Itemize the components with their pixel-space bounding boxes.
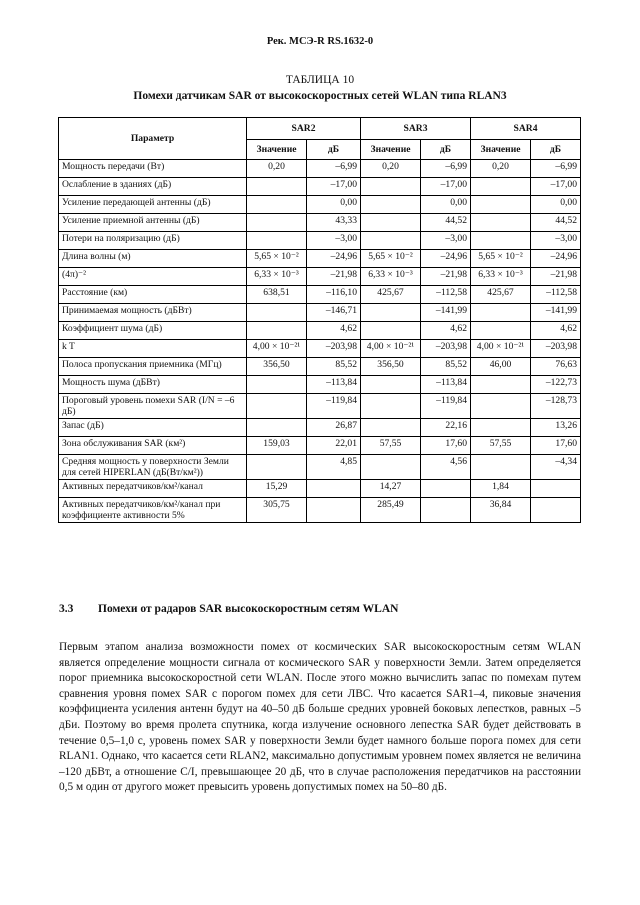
value-cell: 305,75	[247, 498, 307, 523]
db-cell: 85,52	[307, 358, 361, 376]
value-cell	[361, 232, 421, 250]
db-cell: –3,00	[421, 232, 471, 250]
value-cell: 6,33 × 10⁻³	[471, 268, 531, 286]
value-cell: 6,33 × 10⁻³	[247, 268, 307, 286]
param-cell: Принимаемая мощность (дБВт)	[59, 304, 247, 322]
db-cell: –203,98	[531, 340, 581, 358]
db-cell: –122,73	[531, 376, 581, 394]
page-header: Рек. МСЭ-R RS.1632-0	[266, 36, 374, 47]
table-row	[59, 480, 581, 498]
value-cell	[361, 304, 421, 322]
value-cell: 638,51	[247, 286, 307, 304]
table-row	[59, 160, 581, 178]
db-cell: 4,62	[307, 322, 361, 340]
db-cell: –119,84	[421, 394, 471, 419]
section-title: Помехи от радаров SAR высокоскоростным сетям WLAN	[98, 603, 399, 615]
db-cell: –24,96	[307, 250, 361, 268]
db-cell: –128,73	[531, 394, 581, 419]
body-paragraph: Первым этапом анализа возможности помех от космических SAR высокоскоростным сетям WLAN является определение мощности сигнала от космического SAR у поверхности Земли. Затем определяется порог приемника высокоскоростной сети WLAN. После этого можно вычислить запас по помехам путем сравнения уровня помех SAR с порогом помех для сети ЛВС. Что касается SAR1–4, пиковые значения коэффициента усиления антенн будут на 40–50 дБ больше средних уровней боковых лепестков, равных –5 дБи. Поэтому во время пролета спутника, когда излучение основного лепестка SAR будет действовать в течение 0,5–1,0 с, уровень помех SAR у поверхности Земли будет намного больше порога помех для сети RLAN1. Однако, что касается сети RLAN2, максимально допустимым уровнем помех является не величина –120 дБВт, а отношение C/I, превышающее 20 дБ, что в случае расположения передатчиков на расстоянии 0,5 м один от другого может превысить уровень допустимых помех на 50–80 дБ.	[59, 641, 581, 794]
value-cell: 425,67	[471, 286, 531, 304]
db-cell	[531, 498, 581, 523]
subheader-db: дБ	[421, 140, 471, 160]
table-row	[59, 419, 581, 437]
section-number: 3.3	[59, 603, 74, 615]
db-cell: –203,98	[307, 340, 361, 358]
db-cell: 0,00	[531, 196, 581, 214]
table-row	[59, 498, 581, 523]
db-cell: –146,71	[307, 304, 361, 322]
param-cell: Расстояние (км)	[59, 286, 247, 304]
db-cell	[307, 498, 361, 523]
param-cell: Средняя мощность у поверхности Земли для сетей HIPERLAN (дБ(Вт/км²))	[59, 455, 247, 480]
param-cell: Запас (дБ)	[59, 419, 247, 437]
value-cell	[247, 322, 307, 340]
value-cell: 5,65 × 10⁻²	[247, 250, 307, 268]
value-cell: 4,00 × 10⁻²¹	[361, 340, 421, 358]
value-cell: 5,65 × 10⁻²	[471, 250, 531, 268]
db-cell: 4,62	[421, 322, 471, 340]
db-cell: –113,84	[307, 376, 361, 394]
db-cell: –17,00	[531, 178, 581, 196]
value-cell	[247, 394, 307, 419]
db-cell: 43,33	[307, 214, 361, 232]
value-cell: 1,84	[471, 480, 531, 498]
table-row	[59, 250, 581, 268]
value-cell: 36,84	[471, 498, 531, 523]
value-cell: 15,29	[247, 480, 307, 498]
table-row	[59, 196, 581, 214]
db-cell: –141,99	[531, 304, 581, 322]
db-cell	[531, 480, 581, 498]
group-header-sar4: SAR4	[471, 118, 581, 140]
db-cell: 44,52	[421, 214, 471, 232]
value-cell: 0,20	[247, 160, 307, 178]
value-cell: 425,67	[361, 286, 421, 304]
value-cell: 159,03	[247, 437, 307, 455]
value-cell	[471, 322, 531, 340]
db-cell: –4,34	[531, 455, 581, 480]
table-row	[59, 232, 581, 250]
table-row	[59, 376, 581, 394]
db-cell: 4,56	[421, 455, 471, 480]
db-cell: –17,00	[421, 178, 471, 196]
value-cell: 57,55	[471, 437, 531, 455]
table-row	[59, 214, 581, 232]
value-cell: 14,27	[361, 480, 421, 498]
value-cell	[247, 232, 307, 250]
group-header-sar2: SAR2	[247, 118, 361, 140]
db-cell: –6,99	[531, 160, 581, 178]
table-row	[59, 340, 581, 358]
param-cell: Усиление приемной антенны (дБ)	[59, 214, 247, 232]
interference-table	[58, 117, 581, 523]
param-header: Параметр	[59, 118, 247, 160]
db-cell: 44,52	[531, 214, 581, 232]
value-cell	[247, 419, 307, 437]
value-cell	[247, 455, 307, 480]
db-cell: 0,00	[421, 196, 471, 214]
table-row	[59, 437, 581, 455]
value-cell	[471, 394, 531, 419]
value-cell	[247, 304, 307, 322]
table-row	[59, 322, 581, 340]
table-number: ТАБЛИЦА 10	[285, 74, 355, 86]
db-cell: 4,62	[531, 322, 581, 340]
table-title: Помехи датчикам SAR от высокоскоростных сетей WLAN типа RLAN3	[133, 90, 507, 102]
table-row	[59, 268, 581, 286]
db-cell: 22,01	[307, 437, 361, 455]
db-cell: 4,85	[307, 455, 361, 480]
db-cell: –17,00	[307, 178, 361, 196]
value-cell	[361, 178, 421, 196]
table-body	[59, 160, 581, 523]
db-cell	[307, 480, 361, 498]
value-cell	[471, 214, 531, 232]
value-cell: 356,50	[361, 358, 421, 376]
value-cell	[361, 376, 421, 394]
value-cell	[471, 304, 531, 322]
value-cell: 0,20	[361, 160, 421, 178]
table-row	[59, 394, 581, 419]
db-cell: –3,00	[307, 232, 361, 250]
table-row	[59, 178, 581, 196]
subheader-value: Значение	[471, 140, 531, 160]
db-cell	[421, 498, 471, 523]
param-cell: Пороговый уровень помехи SAR (I/N = –6 дБ)	[59, 394, 247, 419]
param-cell: Полоса пропускания приемника (МГц)	[59, 358, 247, 376]
value-cell	[247, 376, 307, 394]
db-cell: –21,98	[307, 268, 361, 286]
value-cell: 285,49	[361, 498, 421, 523]
db-cell: –119,84	[307, 394, 361, 419]
value-cell: 6,33 × 10⁻³	[361, 268, 421, 286]
value-cell	[471, 376, 531, 394]
value-cell	[471, 196, 531, 214]
param-cell: Потери на поляризацию (дБ)	[59, 232, 247, 250]
db-cell: 17,60	[531, 437, 581, 455]
subheader-value: Значение	[247, 140, 307, 160]
subheader-value: Значение	[361, 140, 421, 160]
db-cell: –141,99	[421, 304, 471, 322]
table-row	[59, 358, 581, 376]
param-cell: Мощность передачи (Вт)	[59, 160, 247, 178]
db-cell: 76,63	[531, 358, 581, 376]
value-cell: 4,00 × 10⁻²¹	[247, 340, 307, 358]
db-cell: –6,99	[307, 160, 361, 178]
table-row	[59, 304, 581, 322]
db-cell: –24,96	[531, 250, 581, 268]
db-cell: –21,98	[531, 268, 581, 286]
group-header-sar3: SAR3	[361, 118, 471, 140]
db-cell: –116,10	[307, 286, 361, 304]
value-cell: 356,50	[247, 358, 307, 376]
subheader-db: дБ	[531, 140, 581, 160]
value-cell	[247, 178, 307, 196]
db-cell: –112,58	[421, 286, 471, 304]
value-cell	[247, 196, 307, 214]
db-cell: –24,96	[421, 250, 471, 268]
value-cell: 5,65 × 10⁻²	[361, 250, 421, 268]
param-cell: Ослабление в зданиях (дБ)	[59, 178, 247, 196]
table-row	[59, 286, 581, 304]
value-cell: 4,00 × 10⁻²¹	[471, 340, 531, 358]
value-cell	[361, 394, 421, 419]
db-cell	[421, 480, 471, 498]
db-cell: 13,26	[531, 419, 581, 437]
value-cell	[247, 214, 307, 232]
db-cell: –113,84	[421, 376, 471, 394]
db-cell: 0,00	[307, 196, 361, 214]
param-cell: Усиление передающей антенны (дБ)	[59, 196, 247, 214]
db-cell: –112,58	[531, 286, 581, 304]
param-cell: Длина волны (м)	[59, 250, 247, 268]
db-cell: 85,52	[421, 358, 471, 376]
db-cell: 22,16	[421, 419, 471, 437]
db-cell: –6,99	[421, 160, 471, 178]
value-cell: 46,00	[471, 358, 531, 376]
db-cell: –203,98	[421, 340, 471, 358]
param-cell: k T	[59, 340, 247, 358]
value-cell	[361, 455, 421, 480]
db-cell: 26,87	[307, 419, 361, 437]
value-cell	[361, 214, 421, 232]
subheader-db: дБ	[307, 140, 361, 160]
param-cell: Коэффициент шума (дБ)	[59, 322, 247, 340]
value-cell: 57,55	[361, 437, 421, 455]
value-cell	[471, 178, 531, 196]
db-cell: 17,60	[421, 437, 471, 455]
value-cell	[471, 455, 531, 480]
table-row	[59, 455, 581, 480]
value-cell: 0,20	[471, 160, 531, 178]
value-cell	[361, 419, 421, 437]
db-cell: –21,98	[421, 268, 471, 286]
param-cell: Активных передатчиков/км²/канал	[59, 480, 247, 498]
value-cell	[361, 322, 421, 340]
param-cell: Зона обслуживания SAR (км²)	[59, 437, 247, 455]
param-cell: (4π)⁻²	[59, 268, 247, 286]
param-cell: Мощность шума (дБВт)	[59, 376, 247, 394]
value-cell	[471, 232, 531, 250]
value-cell	[471, 419, 531, 437]
db-cell: –3,00	[531, 232, 581, 250]
value-cell	[361, 196, 421, 214]
param-cell: Активных передатчиков/км²/канал при коэффициенте активности 5%	[59, 498, 247, 523]
